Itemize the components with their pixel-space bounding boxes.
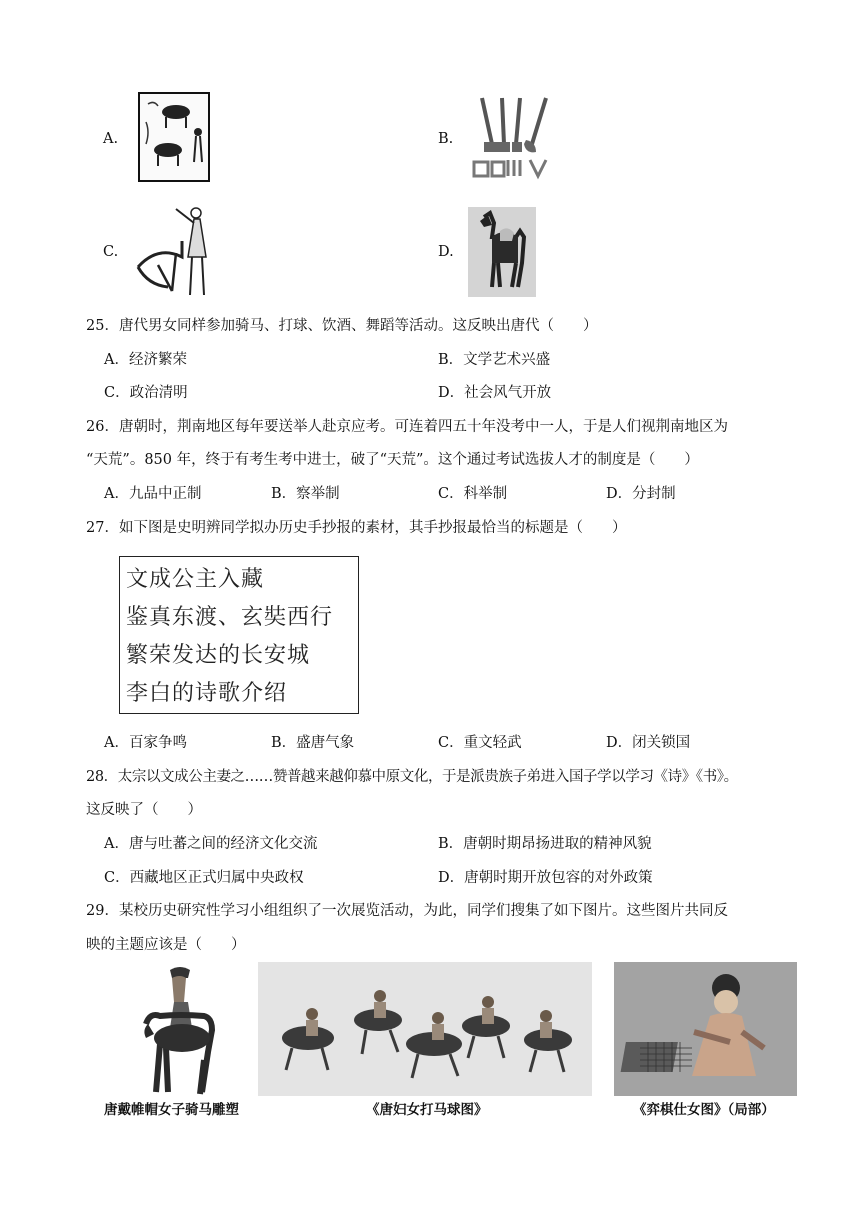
q25-option-d: D．社会风气开放 xyxy=(438,385,552,401)
q26-option-b: B．察举制 xyxy=(271,486,340,502)
q27-option-a: A．百家争鸣 xyxy=(104,735,187,751)
q27-option-d: D．闭关锁国 xyxy=(606,735,691,751)
q28-option-c: C．西藏地区正式归属中央政权 xyxy=(104,870,304,886)
q26-stem-line1: 26．唐朝时，荆南地区每年要送举人赴京应考。可连着四五十年没考中一人，于是人们视荆南地区为 xyxy=(86,419,728,435)
option-c-label: C. xyxy=(103,244,119,260)
caption-horse-rider-sculpture: 唐戴帷帽女子骑马雕塑 xyxy=(104,1102,239,1118)
q28-stem-line2: 这反映了（ ） xyxy=(86,802,202,818)
tang-sancai-horse-image xyxy=(468,207,536,297)
q26-option-c: C．科举制 xyxy=(438,486,508,502)
iron-farm-tools-image xyxy=(468,94,554,182)
box-line-4: 李白的诗歌介绍 xyxy=(126,681,288,706)
option-b-label: B. xyxy=(438,131,454,147)
curved-shaft-plow-image xyxy=(136,205,214,299)
q26-option-a: A．九品中正制 xyxy=(104,486,202,502)
handwritten-material-box xyxy=(119,556,359,714)
q27-option-c: C．重文轻武 xyxy=(438,735,522,751)
q25-option-a: A．经济繁荣 xyxy=(104,352,187,368)
q26-stem-line2: “天荒”。850 年，终于有考生考中进士，破了“天荒”。这个通过考试选拔人才的制度是（ ） xyxy=(86,452,699,468)
ox-plowing-woodblock-image xyxy=(138,92,210,182)
q25-option-b: B．文学艺术兴盛 xyxy=(438,352,551,368)
option-d-label: D. xyxy=(438,244,454,260)
box-line-2: 鉴真东渡、玄奘西行 xyxy=(126,605,334,630)
q28-option-d: D．唐朝时期开放包容的对外政策 xyxy=(438,870,653,886)
polo-painting-image xyxy=(258,962,592,1096)
q28-option-a: A．唐与吐蕃之间的经济文化交流 xyxy=(104,836,318,852)
q28-option-b: B．唐朝时期昂扬进取的精神风貌 xyxy=(438,836,652,852)
q25-option-c: C．政治清明 xyxy=(104,385,188,401)
q29-stem-line2: 映的主题应该是（ ） xyxy=(86,937,246,953)
caption-go-playing-lady-painting: 《弈棋仕女图》（局部） xyxy=(633,1102,775,1118)
q27-stem: 27．如下图是史明辨同学拟办历史手抄报的素材，其手抄报最恰当的标题是（ ） xyxy=(86,520,627,536)
caption-polo-painting: 《唐妇女打马球图》 xyxy=(366,1102,488,1118)
box-line-1: 文成公主入藏 xyxy=(126,567,265,592)
horse-rider-sculpture-image xyxy=(138,964,222,1096)
box-line-3: 繁荣发达的长安城 xyxy=(126,643,311,668)
q29-stem-line1: 29．某校历史研究性学习小组组织了一次展览活动，为此，同学们搜集了如下图片。这些图片共同反 xyxy=(86,903,728,919)
q27-option-b: B．盛唐气象 xyxy=(271,735,355,751)
option-a-label: A. xyxy=(103,131,119,147)
go-playing-lady-painting-image xyxy=(614,962,797,1096)
q25-stem: 25．唐代男女同样参加骑马、打球、饮酒、舞蹈等活动。这反映出唐代（ ） xyxy=(86,318,598,334)
q26-option-d: D．分封制 xyxy=(606,486,676,502)
q28-stem-line1: 28．太宗以文成公主妻之……赞普越来越仰慕中原文化，于是派贵族子弟进入国子学以学习《诗》《书》。 xyxy=(86,769,738,785)
